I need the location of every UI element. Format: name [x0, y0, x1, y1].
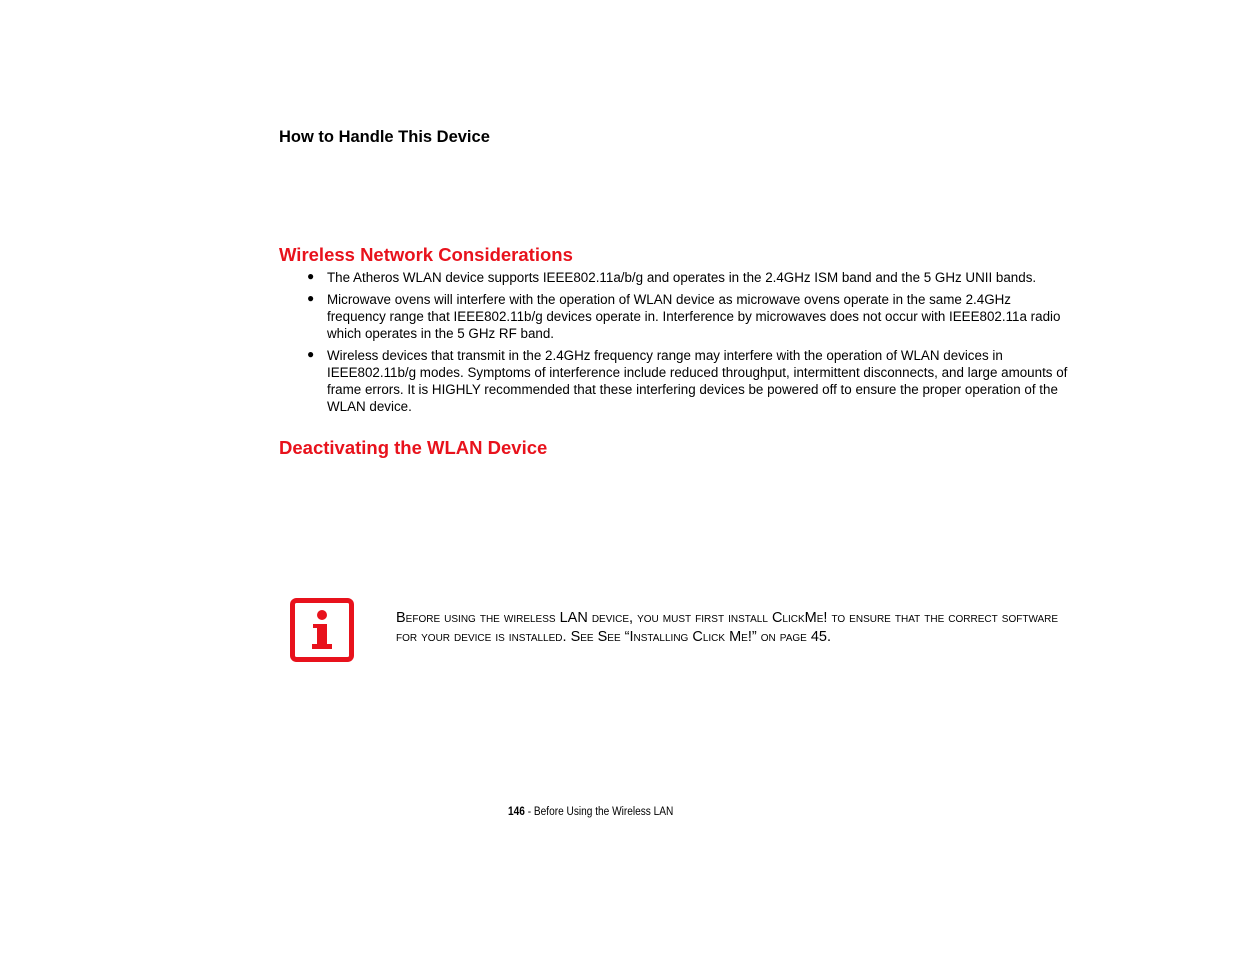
bullet-text: The Atheros WLAN device supports IEEE802.11a/b/g and operates in the 2.4GHz ISM band and the 5 GHz UNII bands. [327, 270, 1037, 285]
footer-label: - Before Using the Wireless LAN [524, 806, 674, 818]
list-item [305, 347, 1070, 415]
page-heading: How to Handle This Device [279, 128, 490, 146]
bullet-text: Microwave ovens will interfere with the operation of WLAN device as microwave ovens operate in the same 2.4GHz frequency range that IEEE802.11b/g devices operate in. Interference by microwaves does not occur with IEEE802.11a radio which operates in the 5 GHz RF band. [327, 292, 1061, 341]
page-footer [508, 806, 673, 818]
list-item [305, 269, 1070, 286]
considerations-bullet-list [305, 269, 1070, 420]
section-title-wireless-network-considerations: Wireless Network Considerations [279, 244, 573, 265]
list-item [305, 291, 1070, 342]
section-title-deactivating-wlan: Deactivating the WLAN Device [279, 437, 548, 458]
bullet-icon: ● [307, 291, 315, 305]
bullet-icon: ● [307, 347, 315, 361]
bullet-icon: ● [307, 269, 315, 283]
info-icon [290, 598, 354, 662]
note-text: Before using the wireless LAN device, you must first install ClickMe! to ensure that the correct software for your device is installed. See See “Installing Click Me!” on page 45. [396, 610, 1059, 645]
bullet-text: Wireless devices that transmit in the 2.4GHz frequency range may interfere with the operation of WLAN devices in IEEE802.11b/g modes. Symptoms of interference include reduced throughput, intermittent disconnects, and large amounts of frame errors. It is HIGHLY recommended that these interfering devices be powered off to ensure the proper operation of the WLAN device. [327, 348, 1068, 414]
page-number: 146 [508, 806, 525, 818]
